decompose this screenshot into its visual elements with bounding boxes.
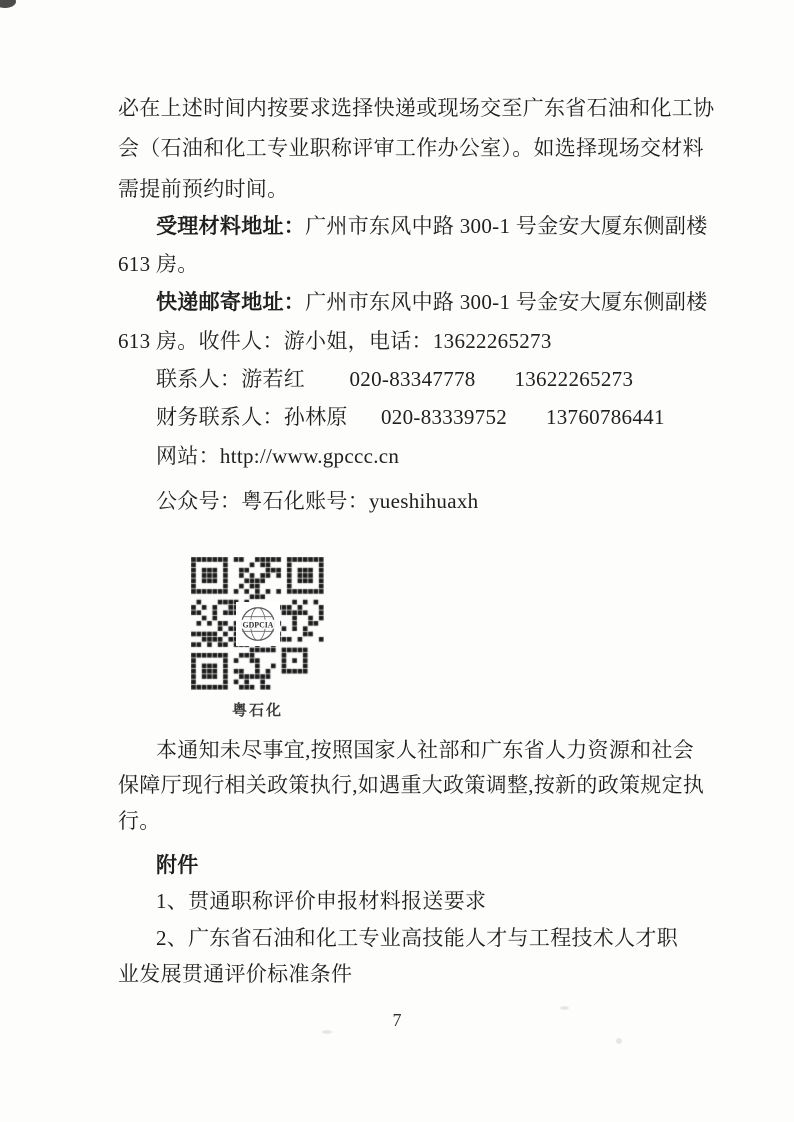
finance-contact-line: 财务联系人：孙林原 020-83339752 13760786441 <box>156 405 665 429</box>
qr-logo <box>236 602 280 646</box>
address-mail-line-2: 613 房。收件人：游小姐，电话：13622265273 <box>118 329 552 353</box>
qr-logo-text: GDPCIA <box>241 619 274 629</box>
attachment-item-2-line-2: 业发展贯通评价标准条件 <box>118 962 353 986</box>
qr-caption: 粤石化 <box>231 703 283 719</box>
para-policy-line-1: 本通知未尽事宜,按照国家人社部和广东省人力资源和社会 <box>156 738 695 762</box>
address-mail-line-1: 快递邮寄地址：广州市东风中路 300-1 号金安大厦东侧副楼 <box>156 290 708 314</box>
attachment-item-2-line-1: 2、广东省石油和化工专业高技能人才与工程技术人才职 <box>156 926 678 950</box>
website-line: 网站：http://www.gpccc.cn <box>156 444 400 468</box>
address-receive-line-1: 受理材料地址：广州市东风中路 300-1 号金安大厦东侧副楼 <box>156 214 708 238</box>
scan-artifact-corner <box>0 0 16 8</box>
para-deadline-line-3: 需提前预约时间。 <box>118 177 289 201</box>
attachment-item-1: 1、贯通职称评价申报材料报送要求 <box>156 889 487 913</box>
attachments-heading: 附件 <box>156 853 199 877</box>
para-deadline-line-2: 会（石油和化工专业职称评审工作办公室）。如选择现场交材料 <box>118 136 704 160</box>
globe-icon <box>237 603 279 645</box>
address-receive-line-2: 613 房。 <box>118 252 199 276</box>
public-account-line: 公众号：粤石化账号：yueshihuaxh <box>156 489 479 513</box>
para-policy-line-3: 行。 <box>118 809 161 833</box>
contact-person-line: 联系人：游若红 020-83347778 13622265273 <box>156 367 634 391</box>
para-deadline-line-1: 必在上述时间内按要求选择快递或现场交至广东省石油和化工协 <box>118 96 715 120</box>
scan-speck <box>616 1038 622 1044</box>
qr-code <box>191 557 324 690</box>
para-policy-line-2: 保障厅现行相关政策执行,如遇重大政策调整,按新的政策规定执 <box>118 773 705 797</box>
page-number: 7 <box>392 1010 402 1030</box>
